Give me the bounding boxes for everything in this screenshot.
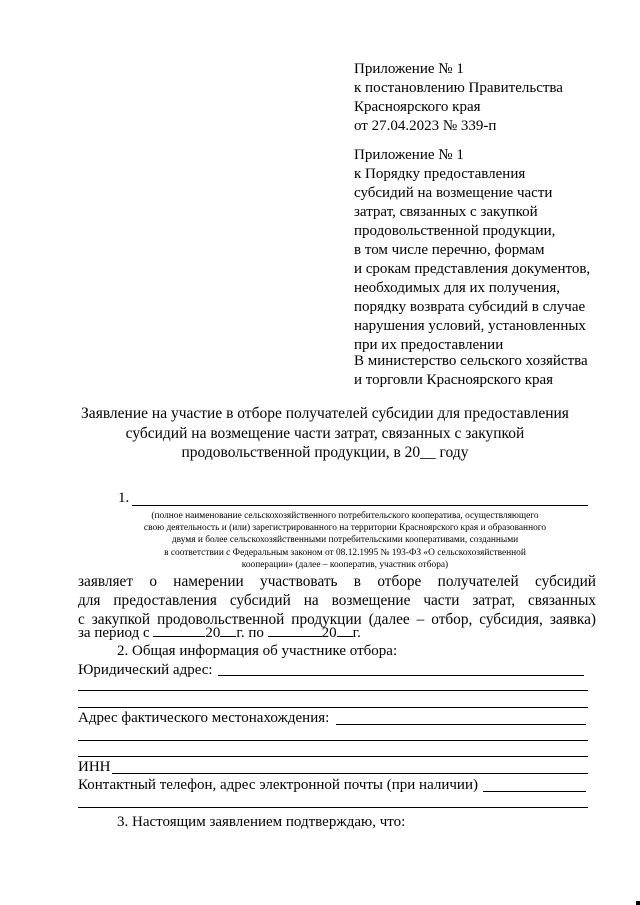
scan-corner-mark: [636, 901, 640, 905]
appendix-procedure-line: порядку возврата субсидий в случае: [354, 299, 586, 315]
appendix-procedure-line: продовольственной продукции,: [354, 223, 556, 239]
period-row: [78, 624, 361, 642]
title-line: продовольственной продукции, в 20__ году: [181, 444, 469, 461]
actual-address-field-line-2[interactable]: [78, 740, 588, 741]
actual-address-field-line-3[interactable]: [78, 756, 588, 757]
appendix-procedure-line: в том числе перечню, формам: [354, 242, 545, 258]
period-prefix: за период с: [78, 625, 150, 641]
contact-field[interactable]: [483, 791, 586, 792]
statement-line: заявляет о намерении участвовать в отборе получателей субсидий: [78, 573, 596, 590]
contact-label: Контактный телефон, адрес электронной почты (при наличии): [78, 777, 478, 793]
note-line: (полное наименование сельскохозяйственного потребительского кооператива, осуществляющего: [151, 511, 539, 521]
statement-line: для предоставления субсидий на возмещение части затрат, связанных: [78, 592, 596, 609]
note-line: свою деятельность и (или) зарегистрированного на территории Красноярского края и образованного: [143, 523, 547, 534]
period-year-prefix: 20: [321, 625, 337, 641]
addressee-line: В министерство сельского хозяйства: [354, 353, 588, 369]
legal-address-label: Юридический адрес:: [78, 662, 213, 678]
appendix-procedure-line: субсидий на возмещение части: [354, 185, 553, 201]
cooperative-name-note: [100, 510, 590, 571]
statement-line: с закупкой продовольственной продукции (далее – отбор, субсидия, заявка): [78, 611, 596, 628]
appendix-procedure-line: Приложение № 1: [354, 147, 464, 163]
appendix-procedure-line: нарушения условий, установленных: [354, 318, 586, 334]
statement-paragraph: [78, 572, 596, 629]
actual-address-field[interactable]: [336, 724, 586, 725]
addressee-line: и торговли Красноярского края: [354, 372, 554, 388]
note-line: двумя и более сельскохозяйственными потребительскими кооперативами, созданными: [171, 535, 519, 546]
item2-heading: 2. Общая информация об участнике отбора:: [117, 643, 398, 659]
addressee-block: [354, 352, 588, 390]
period-start-year-field[interactable]: [220, 624, 236, 637]
appendix-procedure-line: затрат, связанных с закупкой: [354, 204, 538, 220]
item1-number: 1.: [118, 490, 130, 506]
legal-address-field[interactable]: [218, 675, 584, 676]
legal-address-field-line-2[interactable]: [78, 690, 588, 691]
appendix-decree-line: от 27.04.2023 № 339-п: [354, 118, 497, 134]
inn-label: ИНН: [78, 759, 111, 775]
period-mid: г. по: [236, 625, 264, 641]
document-title: [70, 404, 580, 463]
item3-heading: 3. Настоящим заявлением подтверждаю, что:: [117, 814, 406, 830]
appendix-procedure-block: [354, 146, 590, 355]
appendix-decree-line: к постановлению Правительства: [354, 80, 563, 96]
appendix-decree-block: [354, 60, 563, 136]
inn-field[interactable]: [112, 773, 588, 774]
period-end-year-field[interactable]: [337, 624, 353, 637]
appendix-decree-line: Красноярского края: [354, 99, 481, 115]
appendix-procedure-line: к Порядку предоставления: [354, 166, 526, 182]
period-end-day-field[interactable]: [268, 624, 322, 637]
note-line: кооперации» (далее – кооператив, участник отбора): [241, 559, 449, 570]
contact-field-line-2[interactable]: [78, 807, 588, 808]
appendix-procedure-line: и срокам представления документов,: [354, 261, 591, 277]
legal-address-field-line-3[interactable]: [78, 707, 588, 708]
title-line: Заявление на участие в отборе получателей субсидии для предоставления: [81, 405, 569, 422]
period-suffix: г.: [352, 625, 361, 641]
period-start-day-field[interactable]: [153, 624, 205, 637]
appendix-procedure-line: необходимых для их получения,: [354, 280, 560, 296]
actual-address-label: Адрес фактического местонахождения:: [78, 710, 330, 726]
note-line: в соответствии с Федеральным законом от 08.12.1995 № 193-ФЗ «О сельскохозяйственной: [164, 547, 526, 558]
period-year-prefix: 20: [205, 625, 221, 641]
cooperative-name-field[interactable]: [132, 505, 588, 506]
title-line: субсидий на возмещение части затрат, связанных с закупкой: [125, 424, 525, 442]
appendix-procedure-line: при их предоставлении: [354, 337, 504, 353]
appendix-decree-line: Приложение № 1: [354, 61, 464, 77]
